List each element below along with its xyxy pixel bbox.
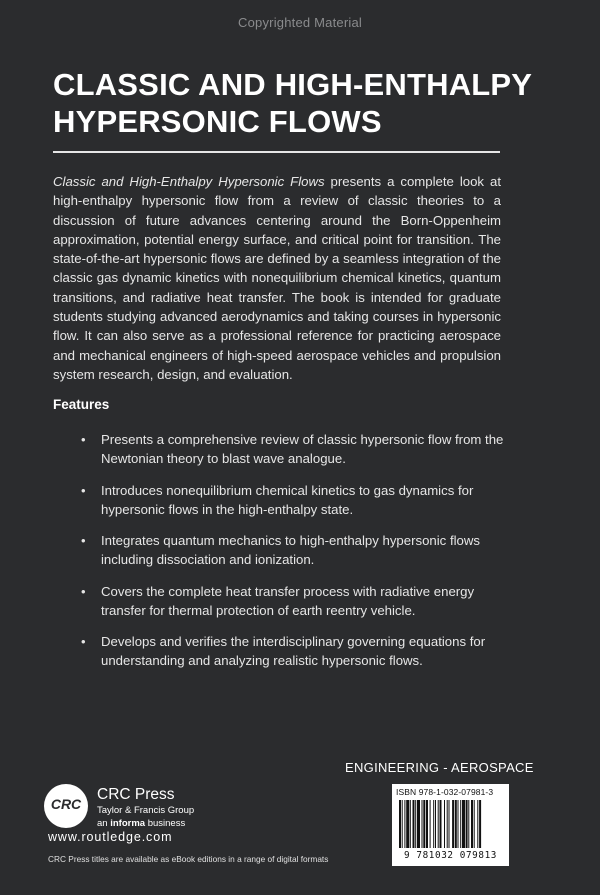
barcode-number: 9 781032 079813 — [404, 850, 497, 861]
bullet-icon: • — [81, 583, 86, 599]
business-prefix: an — [97, 818, 111, 829]
business-suffix: business — [145, 818, 186, 829]
barcode-bar — [471, 800, 473, 848]
bullet-icon: • — [81, 482, 86, 498]
barcode-bar — [468, 800, 469, 848]
barcode-bar — [413, 800, 415, 848]
barcode-bar — [458, 800, 459, 848]
publisher-name: CRC Press — [97, 786, 175, 803]
description-italic-title: Classic and High-Enthalpy Hypersonic Flows — [53, 174, 325, 189]
barcode-bar — [455, 800, 457, 848]
watermark: Copyrighted Material — [238, 15, 362, 30]
bullet-icon: • — [81, 634, 86, 649]
barcode-bar — [417, 800, 420, 848]
feature-item — [81, 582, 511, 620]
barcode-bar — [462, 800, 465, 848]
publisher-group: Taylor & Francis Group — [97, 805, 195, 816]
barcode-bar — [440, 800, 442, 848]
barcode-bar — [404, 800, 405, 848]
bullet-icon: • — [81, 533, 86, 548]
features-heading: Features — [53, 397, 110, 412]
features-list — [81, 430, 511, 683]
barcode-bar — [444, 800, 445, 848]
barcode-box — [392, 784, 509, 866]
feature-item — [81, 531, 511, 569]
barcode-bar — [435, 800, 436, 848]
subject-category: ENGINEERING - AEROSPACE — [345, 760, 534, 775]
feature-text: Develops and verifies the interdisciplinary governing equations for understanding and analyzing realistic hypersonic flows. — [101, 634, 486, 668]
barcode-bar — [460, 800, 461, 848]
barcode-bar — [426, 800, 428, 848]
barcode-bar — [452, 800, 454, 848]
feature-text: Presents a comprehensive review of classic hypersonic flow from the Newtonian theory to blast wave analogue. — [101, 432, 504, 466]
feature-text: Covers the complete heat transfer process with radiative energy transfer for thermal protection of earth reentry vehicle. — [101, 583, 475, 618]
crc-logo-icon — [44, 784, 88, 828]
barcode-bar — [449, 800, 450, 848]
title-line-2: HYPERSONIC FLOWS — [53, 104, 382, 139]
barcode-bar — [423, 800, 425, 848]
feature-item — [81, 632, 511, 670]
title-line-1: CLASSIC AND HIGH-ENTHALPY — [53, 67, 533, 102]
barcode-bar — [438, 800, 439, 848]
feature-item — [81, 481, 511, 519]
barcode-bar — [422, 800, 423, 848]
publisher-business — [97, 818, 185, 829]
feature-text: Integrates quantum mechanics to high-enthalpy hypersonic flows including dissociation and ionization. — [101, 533, 480, 567]
description-body: presents a complete look at high-enthalpy hypersonic flow from a review of classic theories to a discussion of future advances centering around the Born-Oppenheim approximation, potential energy surface, and critical point for transition. The state-of-the-art hypersonic flows are defined by a seamless integration of the classic gas dynamic kinetics with nonequilibrium chemical kinetics, quantum transitions, and radiative heat transfer. The book is intended for graduate students studying advanced aerodynamics and taking courses in hypersonic flow. It can also serve as a professional reference for practicing aerospace and mechanical engineers of high-speed aerospace vehicles and propulsion system research, design, and evaluation. — [53, 174, 501, 382]
crc-logo-text: CRC — [50, 796, 82, 812]
barcode-bar — [433, 800, 434, 848]
barcode-bar — [466, 800, 468, 848]
barcode-bar — [430, 800, 431, 848]
title-divider — [53, 151, 500, 153]
barcode-icon — [396, 800, 505, 850]
feature-item — [81, 430, 511, 468]
feature-text: Introduces nonequilibrium chemical kinetics to gas dynamics for hypersonic flows in the high-enthalpy state. — [101, 482, 474, 517]
isbn-label: ISBN 978-1-032-07981-3 — [396, 787, 494, 797]
business-brand: informa — [110, 818, 146, 829]
description-paragraph — [53, 172, 501, 384]
barcode-bar — [410, 800, 411, 848]
barcode-bar — [479, 800, 481, 848]
barcode-bar — [474, 800, 475, 848]
barcode-bar — [477, 800, 478, 848]
barcode-bar — [402, 800, 403, 848]
publisher-website: www.routledge.com — [48, 830, 173, 844]
barcode-bar — [447, 800, 448, 848]
book-title — [53, 66, 553, 140]
barcode-bar — [406, 800, 409, 848]
bullet-icon: • — [81, 432, 86, 447]
ebook-footnote: CRC Press titles are available as eBook editions in a range of digital formats — [48, 854, 329, 864]
barcode-bar — [415, 800, 416, 848]
barcode-bar — [399, 800, 401, 848]
